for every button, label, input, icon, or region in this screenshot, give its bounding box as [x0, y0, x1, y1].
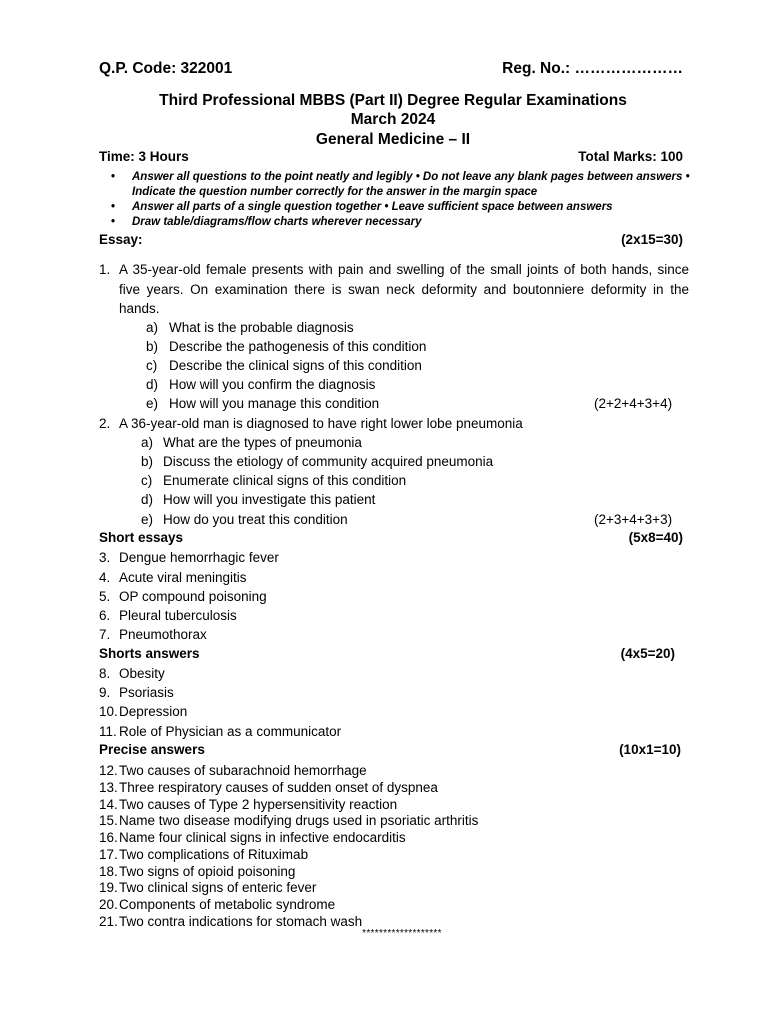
question-number: 8.	[99, 666, 111, 681]
instruction-item: • Draw table/diagrams/flow charts wherever necessary	[111, 215, 691, 230]
question-number: 19.	[99, 880, 118, 895]
question-text: Two causes of subarachnoid hemorrhage	[119, 763, 367, 778]
question-text: Two signs of opioid poisoning	[119, 864, 296, 879]
header-row	[99, 60, 683, 80]
short-essays-heading-row	[99, 530, 683, 548]
part-text: How will you investigate this patient	[163, 492, 376, 507]
section-marks: (5x8=40)	[628, 530, 683, 545]
question-number: 17.	[99, 847, 118, 862]
part-label: e)	[146, 396, 159, 411]
question-number: 6.	[99, 608, 111, 623]
question-text: Name four clinical signs in infective endocarditis	[119, 830, 406, 845]
question-text: Three respiratory causes of sudden onset of dyspnea	[119, 780, 438, 795]
short-answers-heading-row	[99, 646, 683, 664]
part-text: How will you manage this condition	[169, 396, 380, 411]
part-label: b)	[146, 339, 159, 354]
question-text: Components of metabolic syndrome	[119, 897, 336, 912]
part-text: Enumerate clinical signs of this condition	[163, 473, 407, 488]
question-number: 15.	[99, 813, 118, 828]
question-number: 1.	[99, 262, 111, 277]
question-text: Dengue hemorrhagic fever	[119, 550, 279, 565]
question-text: OP compound poisoning	[119, 589, 267, 604]
part-text: How do you treat this condition	[163, 512, 348, 527]
question-number: 14.	[99, 797, 118, 812]
question-number: 3.	[99, 550, 111, 565]
question-text: Pneumothorax	[119, 627, 207, 642]
question-number: 9.	[99, 685, 111, 700]
question-text: Pleural tuberculosis	[119, 608, 237, 623]
question-number: 16.	[99, 830, 118, 845]
question-marks: (2+3+4+3+3)	[594, 512, 673, 527]
part-label: d)	[146, 377, 159, 392]
question-number: 21.	[99, 914, 118, 929]
instruction-item: • Answer all questions to the point neatly and legibly • Do not leave any blank pages between answers • Indicate the question number correctly for the answer in the margin space	[111, 170, 691, 200]
reg-no: Reg. No.: …………………	[502, 60, 683, 77]
part-text: Discuss the etiology of community acquired pneumonia	[163, 454, 494, 469]
time-marks-row	[99, 149, 683, 167]
time-label: Time: 3 Hours	[99, 149, 189, 164]
question-number: 13.	[99, 780, 118, 795]
question-number: 18.	[99, 864, 118, 879]
question-number: 20.	[99, 897, 118, 912]
qp-code: Q.P. Code: 322001	[99, 60, 233, 77]
question-text: A 35-year-old female presents with pain and swelling of the small joints of both hands, since five years. On examination there is swan neck deformity and boutonniere deformity in the hands.	[119, 262, 689, 316]
question-text: Psoriasis	[119, 685, 174, 700]
part-label: a)	[141, 435, 154, 450]
part-label: a)	[146, 320, 159, 335]
subject-title: General Medicine – II	[315, 131, 471, 148]
end-of-paper-mark: *******************	[362, 928, 442, 939]
essay-heading-row	[99, 232, 683, 250]
instruction-item: • Answer all parts of a single question together • Leave sufficient space between answers	[111, 200, 691, 215]
question-number: 5.	[99, 589, 111, 604]
question-marks: (2+2+4+3+4)	[594, 396, 673, 411]
instructions-list	[111, 170, 691, 230]
precise-answers-heading-row	[99, 742, 683, 760]
part-label: c)	[141, 473, 153, 488]
part-label: d)	[141, 492, 154, 507]
question-text: Name two disease modifying drugs used in psoriatic arthritis	[119, 813, 479, 828]
question-number: 10.	[99, 704, 118, 719]
section-heading: Shorts answers	[99, 646, 200, 661]
question-text: Two clinical signs of enteric fever	[119, 880, 317, 895]
section-marks: (4x5=20)	[620, 646, 675, 661]
part-label: c)	[146, 358, 158, 373]
section-heading: Precise answers	[99, 742, 205, 757]
part-text: How will you confirm the diagnosis	[169, 377, 376, 392]
question-number: 4.	[99, 570, 111, 585]
question-number: 12.	[99, 763, 118, 778]
section-marks: (2x15=30)	[621, 232, 683, 247]
question-text: Depression	[119, 704, 188, 719]
question-number: 11.	[99, 724, 117, 739]
section-marks: (10x1=10)	[619, 742, 681, 757]
exam-title: Third Professional MBBS (Part II) Degree Regular Examinations	[159, 92, 627, 109]
part-text: What is the probable diagnosis	[169, 320, 354, 335]
question-text: A 36-year-old man is diagnosed to have right lower lobe pneumonia	[119, 416, 523, 431]
part-label: e)	[141, 512, 154, 527]
part-label: b)	[141, 454, 154, 469]
question-text: Two contra indications for stomach wash	[119, 914, 363, 929]
part-text: Describe the clinical signs of this condition	[169, 358, 422, 373]
question-text: Two causes of Type 2 hypersensitivity reaction	[119, 797, 398, 812]
question-text: Obesity	[119, 666, 165, 681]
question-text: Acute viral meningitis	[119, 570, 247, 585]
part-text: What are the types of pneumonia	[163, 435, 362, 450]
question-text: Role of Physician as a communicator	[119, 724, 342, 739]
part-text: Describe the pathogenesis of this condition	[169, 339, 427, 354]
total-marks: Total Marks: 100	[578, 149, 683, 164]
section-heading: Essay:	[99, 232, 143, 247]
exam-date: March 2024	[350, 111, 436, 128]
question-number: 7.	[99, 627, 111, 642]
question-number: 2.	[99, 416, 111, 431]
question-text: Two complications of Rituximab	[119, 847, 309, 862]
section-heading: Short essays	[99, 530, 184, 545]
